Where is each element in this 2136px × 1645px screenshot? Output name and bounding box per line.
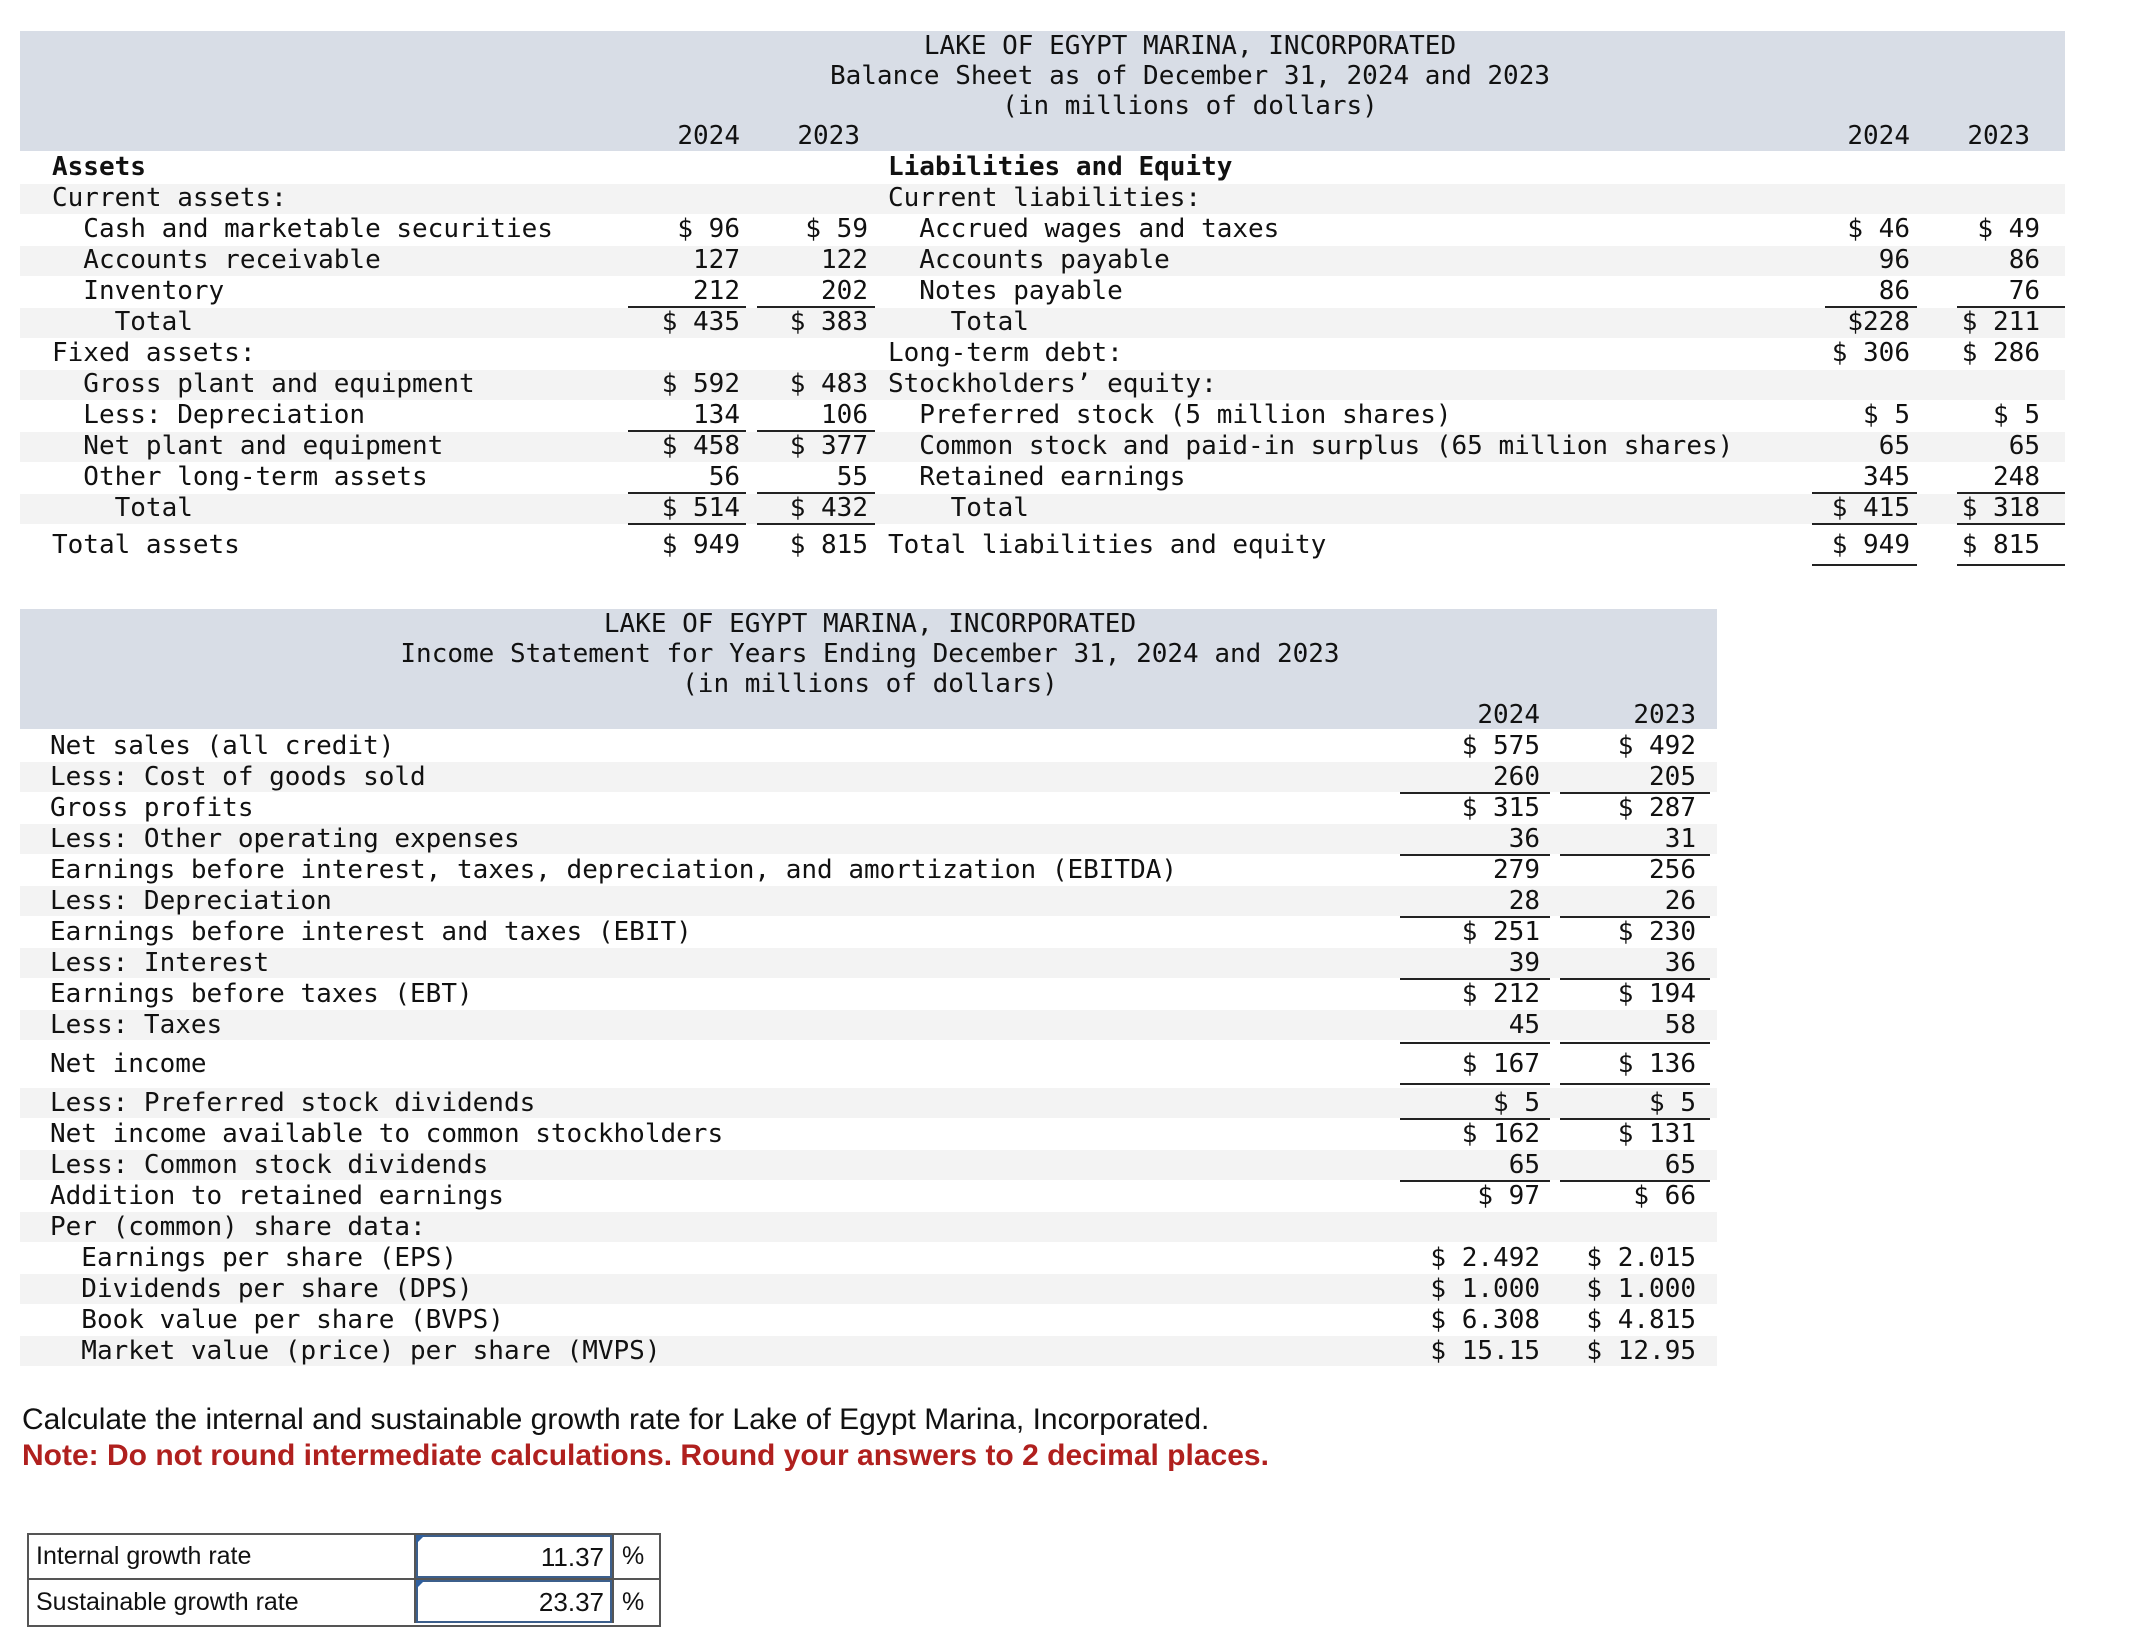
is-label: Net income (50, 1049, 207, 1079)
double-rule (1560, 1083, 1710, 1085)
bs-left-value-2023: 55 (836, 462, 868, 492)
is-value-2023: $ 1.000 (1586, 1274, 1696, 1304)
is-label: Dividends per share (DPS) (50, 1274, 473, 1304)
is-label: Earnings per share (EPS) (50, 1243, 457, 1273)
bs-right-value-2024: $ 5 (1863, 400, 1910, 430)
percent-unit: % (622, 1588, 645, 1616)
bs-right-value-2024: $228 (1847, 307, 1910, 337)
bs-right-value-2023: 86 (2008, 245, 2040, 275)
is-value-2023: $ 230 (1617, 917, 1696, 947)
bs-left-value-2023: $ 432 (789, 493, 868, 523)
bs-left-label: Gross plant and equipment (52, 369, 475, 399)
bs-left-label: Total assets (52, 530, 240, 560)
flag-icon (416, 1580, 425, 1589)
is-label: Earnings before interest and taxes (EBIT) (50, 917, 692, 947)
bs-right-value-2023: $ 5 (1993, 400, 2040, 430)
is-value-2023: 31 (1664, 824, 1696, 854)
is-value-2024: 65 (1508, 1150, 1540, 1180)
flag-icon (416, 1535, 425, 1544)
internal-growth-rate-input[interactable]: 11.37 (416, 1535, 612, 1578)
bs-right-value-2023: 76 (2008, 276, 2040, 306)
bs-right-label: Notes payable (888, 276, 1123, 306)
is-year1: 2024 (1477, 700, 1540, 730)
double-rule (1400, 1083, 1550, 1085)
is-label: Less: Taxes (50, 1010, 223, 1040)
bs-right-label: Long-term debt: (888, 338, 1123, 368)
is-value-2023: $ 12.95 (1586, 1336, 1696, 1366)
is-value-2023: 36 (1664, 948, 1696, 978)
subtotal-rule (1812, 523, 1917, 525)
bs-left-label: Current assets: (52, 183, 287, 213)
bs-left-value-2023: 122 (821, 245, 868, 275)
is-label: Less: Cost of goods sold (50, 762, 426, 792)
is-value-2024: $ 167 (1461, 1049, 1540, 1079)
is-label: Gross profits (50, 793, 254, 823)
is-value-2024: 28 (1508, 886, 1540, 916)
bs-left-value-2023: $ 815 (789, 530, 868, 560)
bs-left-label: Net plant and equipment (52, 431, 444, 461)
subtotal-rule (1957, 523, 2065, 525)
bs-left-label: Accounts receivable (52, 245, 381, 275)
subtotal-rule (757, 523, 875, 525)
bs-right-value-2024: 345 (1863, 462, 1910, 492)
bs-right-label: Common stock and paid-in surplus (65 million shares) (888, 431, 1734, 461)
is-value-2024: $ 315 (1461, 793, 1540, 823)
is-label: Net income available to common stockholders (50, 1119, 724, 1149)
is-value-2023: $ 194 (1617, 979, 1696, 1009)
bs-year1-right: 2024 (1847, 121, 1910, 151)
subtotal-rule (1400, 1042, 1550, 1044)
bs-right-value-2023: $ 49 (1977, 214, 2040, 244)
is-value-2023: 26 (1664, 886, 1696, 916)
is-value-2024: $ 15.15 (1430, 1336, 1540, 1366)
is-subtitle: Income Statement for Years Ending December 31, 2024 and 2023 (400, 639, 1340, 669)
bs-left-value-2023: 106 (821, 400, 868, 430)
bs-right-label: Current liabilities: (888, 183, 1202, 213)
subtotal-rule (1560, 1042, 1710, 1044)
bs-right-label: Preferred stock (5 million shares) (888, 400, 1452, 430)
bs-left-value-2023: $ 59 (805, 214, 868, 244)
bs-right-label: Accounts payable (888, 245, 1170, 275)
is-value-2023: $ 492 (1617, 731, 1696, 761)
is-value-2023: 205 (1649, 762, 1696, 792)
is-label: Earnings before taxes (EBT) (50, 979, 473, 1009)
bs-left-value-2024: $ 514 (661, 493, 740, 523)
bs-left-value-2024: 127 (693, 245, 740, 275)
bs-right-value-2024: $ 415 (1831, 493, 1910, 523)
is-value-2023: $ 287 (1617, 793, 1696, 823)
is-value-2024: $ 1.000 (1430, 1274, 1540, 1304)
question-text: Calculate the internal and sustainable growth rate for Lake of Egypt Marina, Incorporated. (22, 1403, 1210, 1436)
bs-right-value-2024: 86 (1878, 276, 1910, 306)
bs-left-label: Total (52, 493, 193, 523)
bs-left-value-2024: $ 592 (661, 369, 740, 399)
bs-year2-left: 2023 (797, 121, 860, 151)
is-value-2023: 65 (1664, 1150, 1696, 1180)
bs-right-value-2023: 65 (2008, 431, 2040, 461)
bs-left-label: Less: Depreciation (52, 400, 366, 430)
is-value-2024: $ 575 (1461, 731, 1540, 761)
bs-right-value-2023: $ 815 (1961, 530, 2040, 560)
double-rule (1812, 564, 1917, 566)
bs-company: LAKE OF EGYPT MARINA, INCORPORATED (923, 31, 1457, 61)
is-label: Less: Other operating expenses (50, 824, 520, 854)
sustainable-growth-rate-input[interactable]: 23.37 (416, 1580, 612, 1623)
bs-left-value-2024: 212 (693, 276, 740, 306)
bs-right-label: Total (888, 307, 1029, 337)
is-value-2023: $ 5 (1649, 1088, 1696, 1118)
is-label: Less: Common stock dividends (50, 1150, 489, 1180)
bs-left-value-2023: 202 (821, 276, 868, 306)
bs-right-value-2023: $ 318 (1961, 493, 2040, 523)
internal-growth-rate-label: Internal growth rate (36, 1542, 252, 1570)
question-note: Note: Do not round intermediate calculations. Round your answers to 2 decimal places. (22, 1439, 1269, 1472)
bs-units: (in millions of dollars) (1002, 91, 1378, 121)
is-value-2024: $ 162 (1461, 1119, 1540, 1149)
bs-right-label: Retained earnings (888, 462, 1186, 492)
is-value-2023: $ 136 (1617, 1049, 1696, 1079)
bs-right-value-2023: $ 286 (1961, 338, 2040, 368)
bs-left-label: Other long-term assets (52, 462, 428, 492)
is-label: Book value per share (BVPS) (50, 1305, 504, 1335)
bs-left-value-2024: $ 949 (661, 530, 740, 560)
bs-left-value-2023: $ 377 (789, 431, 868, 461)
bs-right-label: Accrued wages and taxes (888, 214, 1280, 244)
is-label: Addition to retained earnings (50, 1181, 504, 1211)
is-value-2024: 36 (1508, 824, 1540, 854)
bs-left-label: Cash and marketable securities (52, 214, 553, 244)
is-value-2024: 45 (1508, 1010, 1540, 1040)
bs-right-value-2024: $ 46 (1847, 214, 1910, 244)
is-label: Less: Interest (50, 948, 270, 978)
is-value-2023: 256 (1649, 855, 1696, 885)
double-rule (1957, 564, 2065, 566)
is-label: Net sales (all credit) (50, 731, 395, 761)
unit-column-divider (612, 1535, 614, 1623)
bs-right-label: Stockholders’ equity: (888, 369, 1217, 399)
sustainable-growth-rate-label: Sustainable growth rate (36, 1588, 299, 1616)
stripe (20, 494, 2065, 524)
is-value-2023: $ 131 (1617, 1119, 1696, 1149)
bs-left-value-2024: $ 96 (677, 214, 740, 244)
is-value-2024: $ 212 (1461, 979, 1540, 1009)
bs-left-value-2024: 56 (708, 462, 740, 492)
is-label: Less: Preferred stock dividends (50, 1088, 536, 1118)
bs-left-label: Inventory (52, 276, 225, 306)
is-value-2024: 279 (1493, 855, 1540, 885)
bs-left-value-2023: $ 483 (789, 369, 868, 399)
is-value-2024: $ 5 (1493, 1088, 1540, 1118)
bs-right-value-2024: $ 306 (1831, 338, 1910, 368)
is-value-2024: $ 97 (1477, 1181, 1540, 1211)
is-value-2024: $ 251 (1461, 917, 1540, 947)
is-label: Less: Depreciation (50, 886, 332, 916)
bs-year2-right: 2023 (1967, 121, 2030, 151)
is-units: (in millions of dollars) (682, 669, 1058, 699)
stripe (20, 308, 2065, 338)
bs-left-value-2023: $ 383 (789, 307, 868, 337)
bs-left-value-2024: $ 458 (661, 431, 740, 461)
is-value-2024: $ 6.308 (1430, 1305, 1540, 1335)
bs-left-value-2024: 134 (693, 400, 740, 430)
assets-heading: Assets (52, 152, 146, 182)
is-label: Earnings before interest, taxes, depreciation, and amortization (EBITDA) (50, 855, 1178, 885)
bs-right-label: Total liabilities and equity (888, 530, 1327, 560)
percent-unit: % (622, 1542, 645, 1570)
is-value-2024: 260 (1493, 762, 1540, 792)
is-value-2024: $ 2.492 (1430, 1243, 1540, 1273)
bs-right-value-2024: 65 (1878, 431, 1910, 461)
is-value-2023: 58 (1664, 1010, 1696, 1040)
is-company: LAKE OF EGYPT MARINA, INCORPORATED (603, 609, 1137, 639)
bs-year1-left: 2024 (677, 121, 740, 151)
liabilities-heading: Liabilities and Equity (888, 152, 1233, 182)
is-value-2023: $ 4.815 (1586, 1305, 1696, 1335)
is-label: Per (common) share data: (50, 1212, 426, 1242)
bs-left-label: Total (52, 307, 193, 337)
bs-right-value-2023: 248 (1993, 462, 2040, 492)
is-label: Market value (price) per share (MVPS) (50, 1336, 661, 1366)
bs-left-label: Fixed assets: (52, 338, 256, 368)
bs-right-value-2023: $ 211 (1961, 307, 2040, 337)
is-value-2024: 39 (1508, 948, 1540, 978)
is-year2: 2023 (1633, 700, 1696, 730)
bs-subtitle: Balance Sheet as of December 31, 2024 and 2023 (829, 61, 1551, 91)
bs-right-value-2024: $ 949 (1831, 530, 1910, 560)
bs-right-value-2024: 96 (1878, 245, 1910, 275)
bs-left-value-2024: $ 435 (661, 307, 740, 337)
is-value-2023: $ 66 (1633, 1181, 1696, 1211)
is-value-2023: $ 2.015 (1586, 1243, 1696, 1273)
subtotal-rule (628, 523, 746, 525)
bs-right-label: Total (888, 493, 1029, 523)
